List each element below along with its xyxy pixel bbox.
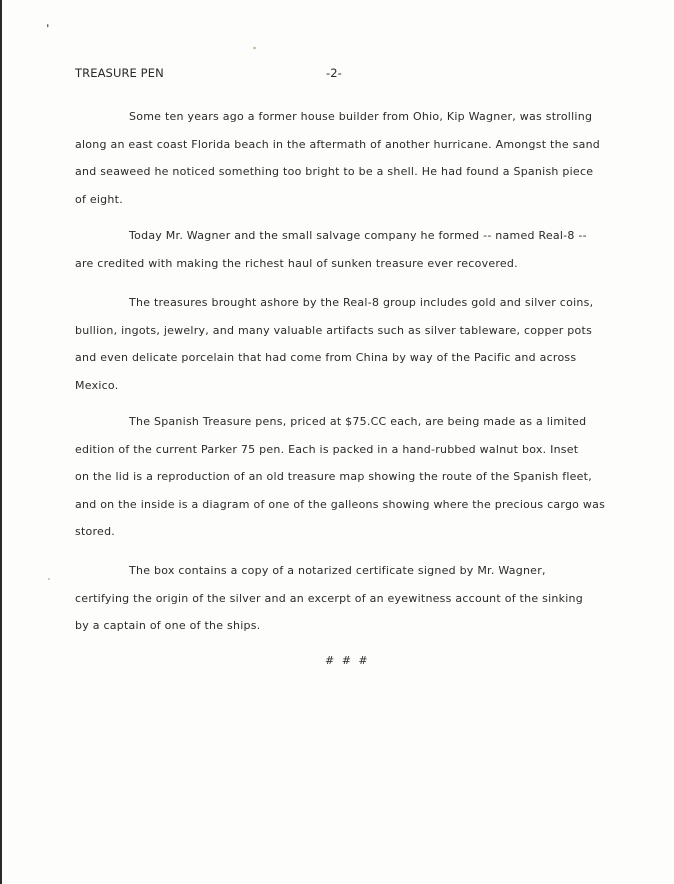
paragraph-treasures — [75, 289, 607, 399]
scan-speck — [253, 47, 256, 49]
end-mark: # # # — [325, 654, 370, 667]
text-line: stored. — [75, 525, 116, 538]
corner-pen-mark: ʼ — [44, 21, 54, 37]
scan-speck — [48, 578, 50, 580]
text-line: and on the inside is a diagram of one of the galleons showing where the precious cargo was — [75, 497, 606, 511]
text-line: The treasures brought ashore by the Real-8 group includes gold and silver coins, — [129, 296, 594, 309]
text-line: Some ten years ago a former house builder from Ohio, Kip Wagner, was strolling — [129, 110, 593, 123]
text-line: and seaweed he noticed something too bright to be a shell. He had found a Spanish piece — [75, 165, 594, 178]
text-line: certifying the origin of the silver and an excerpt of an eyewitness account of the sinking — [75, 591, 583, 605]
text-line: Mexico. — [75, 378, 119, 392]
page-header — [75, 66, 595, 82]
paragraph-certificate — [75, 557, 607, 640]
text-line: and even delicate porcelain that had come from China by way of the Pacific and across — [75, 351, 577, 364]
text-line: on the lid is a reproduction of an old treasure map showing the route of the Spanish fleet, — [75, 470, 592, 483]
scan-left-edge — [0, 0, 2, 884]
text-line: bullion, ingots, jewelry, and many valuable artifacts such as silver tableware, copper pots — [75, 323, 593, 337]
text-line: Today Mr. Wagner and the small salvage company he formed -- named Real-8 -- — [129, 229, 587, 242]
document-title: TREASURE PEN — [75, 66, 164, 80]
text-line: along an east coast Florida beach in the aftermath of another hurricane. Amongst the sand — [75, 137, 601, 151]
text-line: by a captain of one of the ships. — [75, 619, 261, 632]
text-line: of eight. — [75, 192, 123, 206]
text-line: are credited with making the richest haul of sunken treasure ever recovered. — [75, 256, 518, 270]
paragraph-discovery — [75, 103, 607, 213]
paragraph-real8 — [75, 222, 607, 277]
page-number: -2- — [326, 66, 342, 80]
text-line: The box contains a copy of a notarized certificate signed by Mr. Wagner, — [129, 564, 546, 577]
paragraph-pens — [75, 408, 607, 546]
text-line: The Spanish Treasure pens, priced at $75.CC each, are being made as a limited — [129, 415, 587, 428]
text-line: edition of the current Parker 75 pen. Each is packed in a hand-rubbed walnut box. Inset — [75, 442, 579, 456]
